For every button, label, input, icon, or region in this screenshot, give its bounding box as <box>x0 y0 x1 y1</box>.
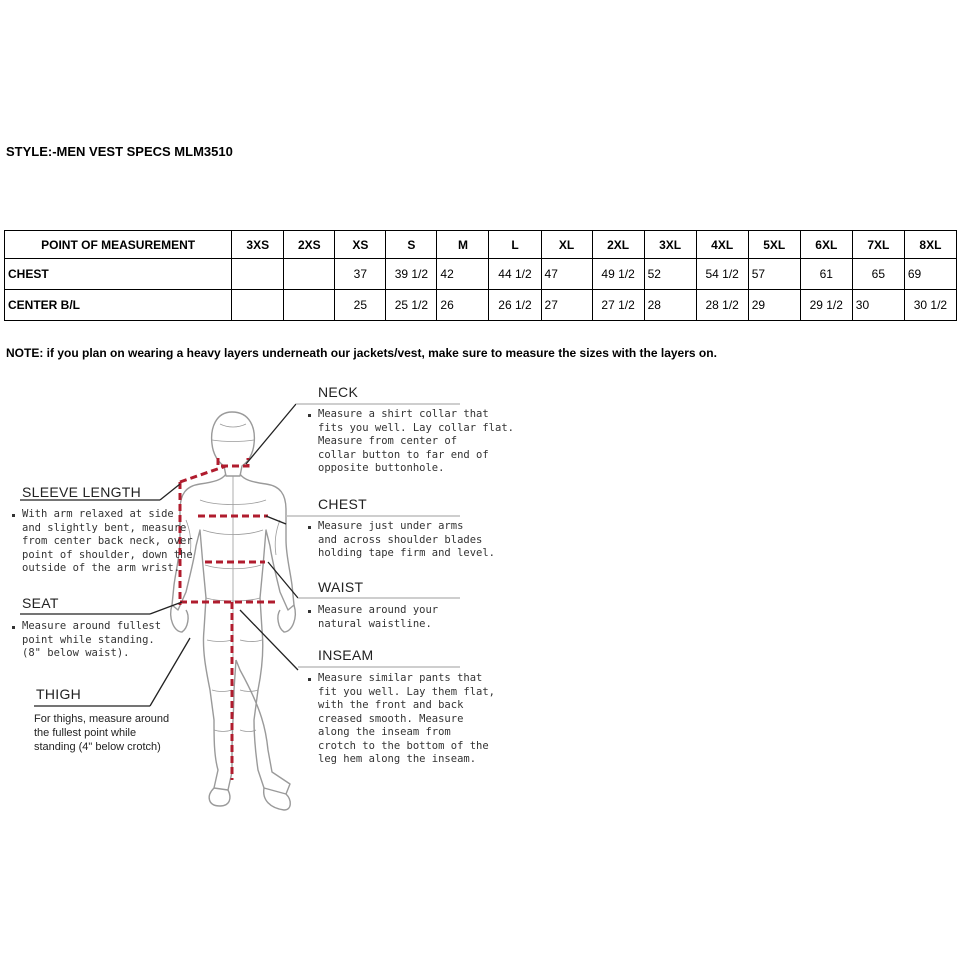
table-cell: 42 <box>437 259 489 290</box>
measurement-diagram <box>0 370 960 820</box>
bullet-icon <box>308 526 311 529</box>
table-cell: 29 1/2 <box>800 290 852 321</box>
table-cell: 57 <box>748 259 800 290</box>
header-cell: M <box>437 231 489 259</box>
header-cell: 6XL <box>800 231 852 259</box>
bullet-icon <box>12 626 15 629</box>
row-label: CENTER B/L <box>5 290 232 321</box>
header-cell: S <box>386 231 437 259</box>
table-cell <box>232 259 284 290</box>
header-cell: 2XL <box>592 231 644 259</box>
seat-title: SEAT <box>22 595 59 611</box>
table-cell: 61 <box>800 259 852 290</box>
waist-description: Measure around your natural waistline. <box>318 604 439 630</box>
style-title: STYLE:-MEN VEST SPECS MLM3510 <box>6 144 233 159</box>
header-cell: L <box>489 231 541 259</box>
table-cell: 65 <box>852 259 904 290</box>
table-cell: 44 1/2 <box>489 259 541 290</box>
table-cell: 47 <box>541 259 592 290</box>
layering-note: NOTE: if you plan on wearing a heavy layers underneath our jackets/vest, make sure to measure the sizes with the layers on. <box>6 346 717 360</box>
header-cell: 3XS <box>232 231 284 259</box>
neck-title: NECK <box>318 384 359 400</box>
table-cell: 39 1/2 <box>386 259 437 290</box>
table-cell: 28 1/2 <box>696 290 748 321</box>
table-cell: 52 <box>644 259 696 290</box>
table-cell: 30 1/2 <box>904 290 956 321</box>
header-cell: XL <box>541 231 592 259</box>
header-cell: 4XL <box>696 231 748 259</box>
header-cell: XS <box>335 231 386 259</box>
table-cell <box>284 290 335 321</box>
size-spec-table <box>4 230 957 321</box>
measurement-lines <box>180 458 278 780</box>
table-header-row <box>5 231 957 259</box>
table-cell: 25 1/2 <box>386 290 437 321</box>
table-cell: 54 1/2 <box>696 259 748 290</box>
table-cell: 69 <box>904 259 956 290</box>
sleeve-length-description: With arm relaxed at side and slightly bent, measure from center back neck, over point of shoulder, down the outside of the arm wrist. <box>22 508 193 574</box>
chest-description: Measure just under arms and across shoulder blades holding tape firm and level. <box>318 520 496 559</box>
thigh-description: For thighs, measure around the fullest point while standing (4" below crotch) <box>34 713 170 753</box>
table-cell: 27 <box>541 290 592 321</box>
bullet-icon <box>12 514 15 517</box>
waist-title: WAIST <box>318 579 364 595</box>
header-cell: 8XL <box>904 231 956 259</box>
table-row <box>5 290 957 321</box>
chest-title: CHEST <box>318 496 367 512</box>
table-cell: 28 <box>644 290 696 321</box>
header-cell: 2XS <box>284 231 335 259</box>
header-cell: 7XL <box>852 231 904 259</box>
table-cell: 29 <box>748 290 800 321</box>
header-cell: POINT OF MEASUREMENT <box>5 231 232 259</box>
table-cell: 49 1/2 <box>592 259 644 290</box>
table-cell: 30 <box>852 290 904 321</box>
seat-description: Measure around fullest point while standing. (8" below waist). <box>22 620 162 659</box>
row-label: CHEST <box>5 259 232 290</box>
table-cell: 26 <box>437 290 489 321</box>
bullet-icon <box>308 414 311 417</box>
thigh-title: THIGH <box>36 686 82 702</box>
neck-description: Measure a shirt collar that fits you well. Lay collar flat. Measure from center of collar button to far end of opposite buttonhole. <box>318 408 514 474</box>
bullet-icon <box>308 610 311 613</box>
header-cell: 5XL <box>748 231 800 259</box>
inseam-title: INSEAM <box>318 647 374 663</box>
table-cell: 27 1/2 <box>592 290 644 321</box>
bullet-icon <box>308 678 311 681</box>
header-cell: 3XL <box>644 231 696 259</box>
sleeve-length-title: SLEEVE LENGTH <box>22 484 142 500</box>
table-cell: 25 <box>335 290 386 321</box>
table-cell: 37 <box>335 259 386 290</box>
table-cell: 26 1/2 <box>489 290 541 321</box>
table-cell <box>284 259 335 290</box>
table-row <box>5 259 957 290</box>
inseam-description: Measure similar pants that fit you well. Lay them flat, with the front and back creased smooth. Measure along the inseam from crotch to the bottom of the leg hem along the inseam. <box>318 672 496 765</box>
table-cell <box>232 290 284 321</box>
